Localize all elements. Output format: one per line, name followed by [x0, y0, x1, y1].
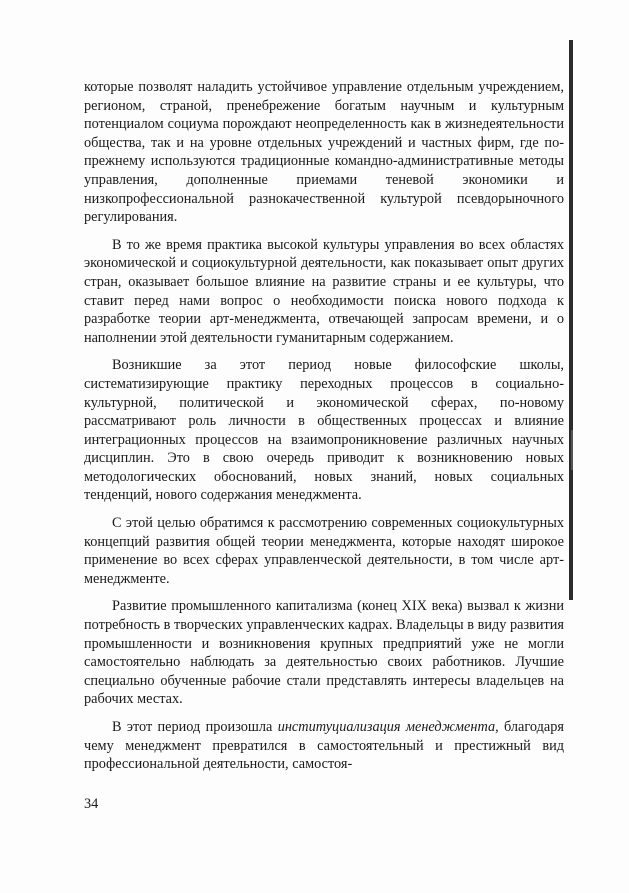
- paragraph-4: С этой целью обратимся к рассмотрению современных социокультурных концепций развития общей теории менеджмента, которые находят широкое применение во всех сферах управленческой деятельности, в том числе арт-менеджменте.: [84, 515, 564, 587]
- text-column: [84, 78, 564, 783]
- page-edge-mark: [571, 430, 573, 470]
- page-number: 34: [84, 796, 99, 812]
- paragraph-5: Развитие промышленного капитализма (конец XIX века) вызвал к жизни потребность в творческих управленческих кадрах. Владельцы в виду развития промышленности и возникновения крупных предприятий уже не могли самостоятельно наблюдать за деятельностью своих работников. Лучшие специально обученные рабочие стали представлять интересы владельцев на рабочих местах.: [84, 598, 564, 708]
- paragraph-2: В то же время практика высокой культуры управления во всех областях экономической и социокультурной деятельности, как показывает опыт других стран, оказывает большое влияние на развитие страны и ее культуры, что ставит перед нами вопрос о необходимости поиска нового подхода к разработке теории арт-менеджмента, отвечающей запросам времени, и о наполнении этой деятельности гуманитарным содержанием.: [84, 236, 564, 346]
- paragraph-3: Возникшие за этот период новые философские школы, систематизирующие практику переходных процессов в социально-культурной, политической и экономической сферах, по-новому рассматривают роль личности в общественных процессах и влияние интеграционных процессов на взаимопроникновение различных научных дисциплин. Это в свою очередь приводит к возникновению новых методологических обоснований, новых знаний, новых социальных тенденций, нового содержания менеджмента.: [84, 357, 564, 504]
- paragraph-6-italic-term: институциализация менеджмента: [277, 719, 496, 735]
- paragraph-1: которые позволят наладить устойчивое управление отдельным учреждением, регионом, страной, пренебрежение богатым научным и культурным потенциалом социума порождают неопределенность как в жизнедеятельности общества, так и на уровне отдельных учреждений и частных фирм, где по-прежнему используются традиционные командно-административные методы управления, дополненные приемами теневой экономики и низкопрофессиональной разнокачественной культурой псевдорыночного регулирования.: [84, 79, 564, 226]
- paragraph-6-text-start: В этот период произошла: [112, 719, 278, 735]
- paragraph-6-text-end: , благодаря чему менеджмент превратился в самостоятельный и престижный вид профессиональной деятельности, самостоя-: [84, 719, 564, 773]
- page-edge-line: [569, 40, 573, 600]
- paragraph-6: [84, 718, 564, 774]
